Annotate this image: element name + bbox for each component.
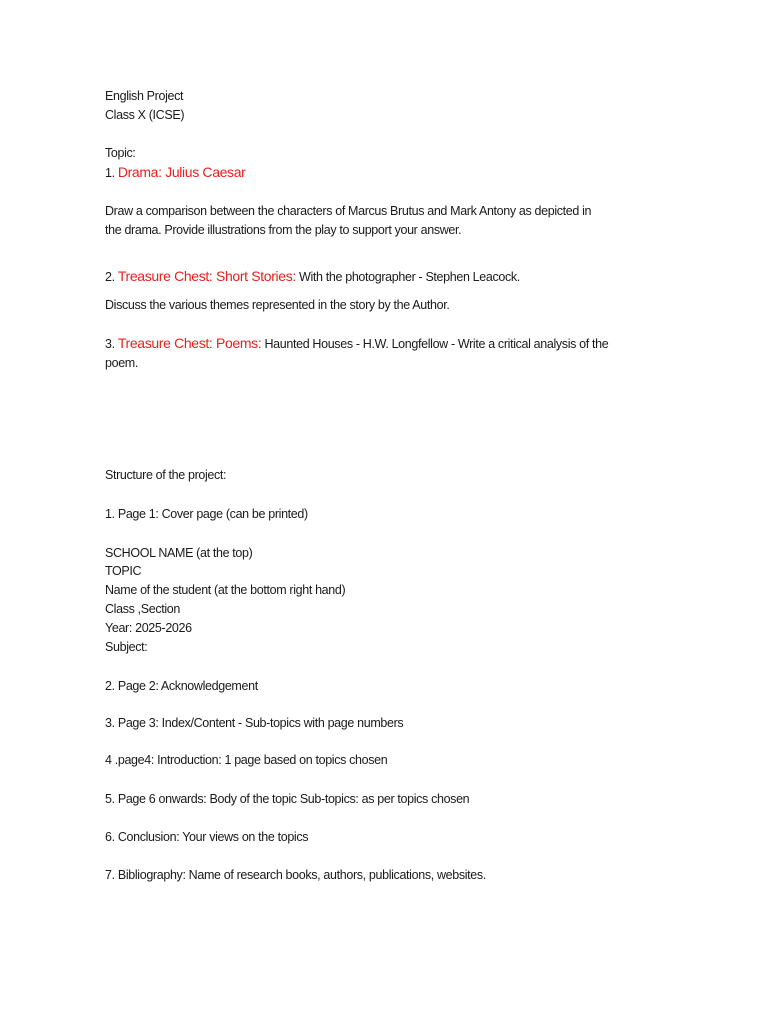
- structure-page-3: 3. Page 3: Index/Content - Sub-topics with page numbers: [105, 716, 404, 730]
- topic-2-desc: Discuss the various themes represented in the story by the Author.: [105, 298, 450, 312]
- structure-heading: Structure of the project:: [105, 468, 227, 482]
- cover-item: Class ,Section: [105, 602, 180, 616]
- structure-page-4: 4 .page4: Introduction: 1 page based on topics chosen: [105, 753, 388, 767]
- structure-bibliography: 7. Bibliography: Name of research books, authors, publications, websites.: [105, 868, 486, 882]
- topic-3-heading: Treasure Chest: Poems:: [117, 335, 262, 351]
- topic-2-heading-line: [105, 268, 520, 285]
- topic-1-number: 1.: [105, 166, 118, 180]
- topic-2-detail: With the photographer - Stephen Leacock.: [295, 270, 520, 284]
- cover-item: Year: 2025-2026: [105, 621, 192, 635]
- topic-2-number: 2.: [105, 270, 118, 284]
- topic-label: Topic:: [105, 146, 136, 160]
- topic-1-desc-line-2: the drama. Provide illustrations from the play to support your answer.: [105, 223, 462, 237]
- cover-item: Name of the student (at the bottom right hand): [105, 583, 346, 597]
- topic-3-number: 3.: [105, 337, 118, 351]
- cover-item: TOPIC: [105, 564, 142, 578]
- cover-item: Subject:: [105, 640, 148, 654]
- topic-3-heading-line: [105, 335, 608, 352]
- structure-page-1: 1. Page 1: Cover page (can be printed): [105, 507, 308, 521]
- class-label: Class X (ICSE): [105, 108, 185, 122]
- structure-page-5: 5. Page 6 onwards: Body of the topic Sub-topics: as per topics chosen: [105, 792, 470, 806]
- topic-1-heading: Drama: Julius Caesar: [117, 164, 246, 180]
- topic-3-detail: Haunted Houses - H.W. Longfellow - Write a critical analysis of the: [261, 337, 609, 351]
- structure-page-2: 2. Page 2: Acknowledgement: [105, 679, 258, 693]
- topic-3-detail-line-2: poem.: [105, 356, 138, 370]
- cover-item: SCHOOL NAME (at the top): [105, 546, 253, 560]
- topic-2-heading: Treasure Chest: Short Stories:: [117, 268, 296, 284]
- structure-conclusion: 6. Conclusion: Your views on the topics: [105, 830, 309, 844]
- project-title: English Project: [105, 89, 184, 103]
- topic-1-desc-line-1: Draw a comparison between the characters of Marcus Brutus and Mark Antony as depicted in: [105, 204, 592, 218]
- topic-1-heading-line: [105, 164, 245, 181]
